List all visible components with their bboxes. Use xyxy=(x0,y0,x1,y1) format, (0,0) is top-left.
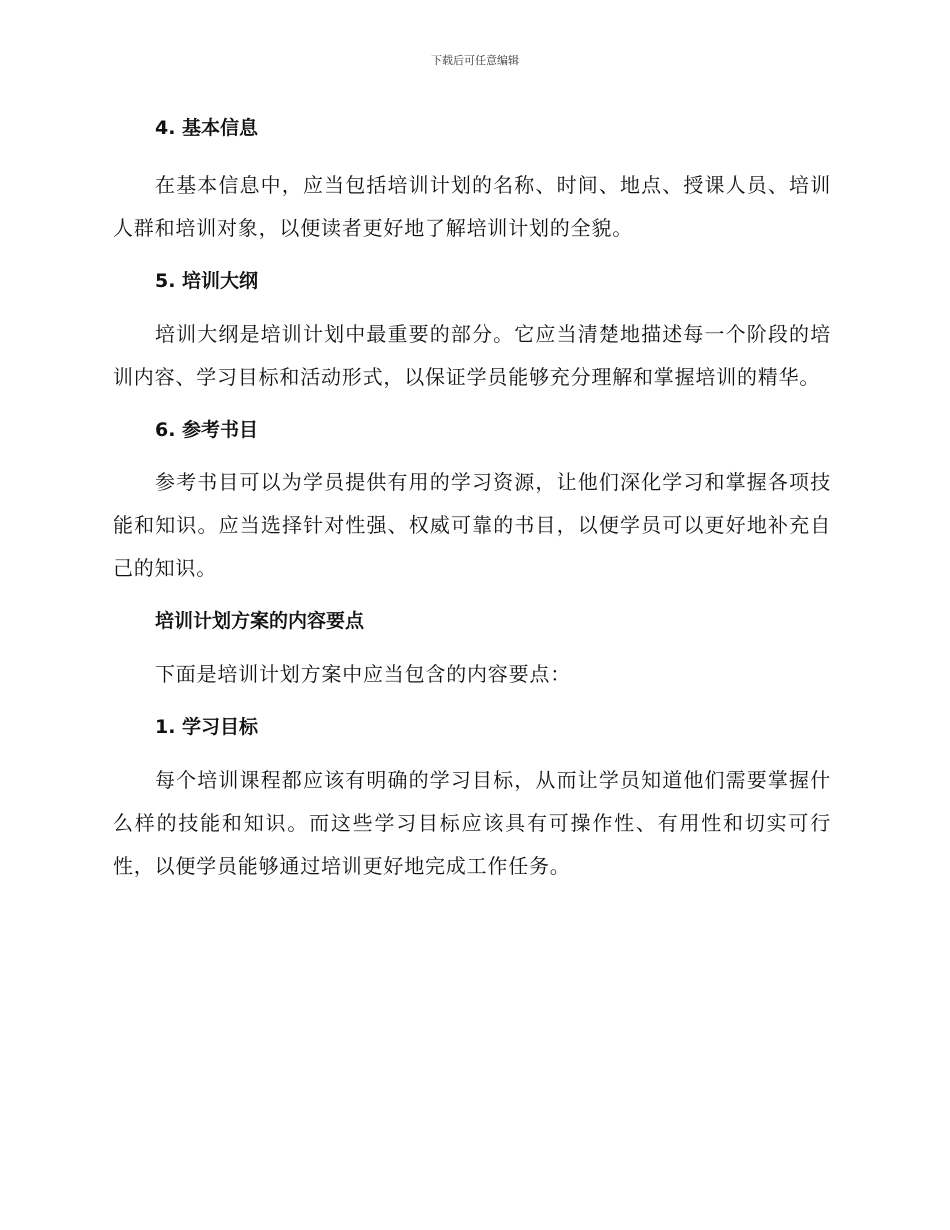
paragraph-references: 参考书目可以为学员提供有用的学习资源，让他们深化学习和掌握各项技能和知识。应当选择针对性强、权威可靠的书目，以便学员可以更好地补充自己的知识。 xyxy=(113,470,831,580)
section-heading-basic-info: 4. 基本信息 xyxy=(155,117,259,139)
paragraph-basic-info: 在基本信息中，应当包括培训计划的名称、时间、地点、授课人员、培训人群和培训对象，以便读者更好地了解培训计划的全貌。 xyxy=(113,173,831,240)
paragraph-learning-goals: 每个培训课程都应该有明确的学习目标，从而让学员知道他们需要掌握什么样的技能和知识。而这些学习目标应该具有可操作性、有用性和切实可行性，以便学员能够通过培训更好地完成工作任务。 xyxy=(113,768,831,878)
section-heading-outline: 5. 培训大纲 xyxy=(155,270,259,292)
section-heading-key-points: 培训计划方案的内容要点 xyxy=(155,610,365,632)
page-header: 下载后可任意编辑 xyxy=(431,54,519,67)
paragraph-key-points-lead: 下面是培训计划方案中应当包含的内容要点： xyxy=(155,662,571,686)
paragraph-outline: 培训大纲是培训计划中最重要的部分。它应当清楚地描述每一个阶段的培训内容、学习目标和活动形式，以保证学员能够充分理解和掌握培训的精华。 xyxy=(113,322,831,389)
section-heading-references: 6. 参考书目 xyxy=(155,419,259,441)
section-heading-learning-goals: 1. 学习目标 xyxy=(155,716,259,738)
document-body xyxy=(113,108,831,888)
